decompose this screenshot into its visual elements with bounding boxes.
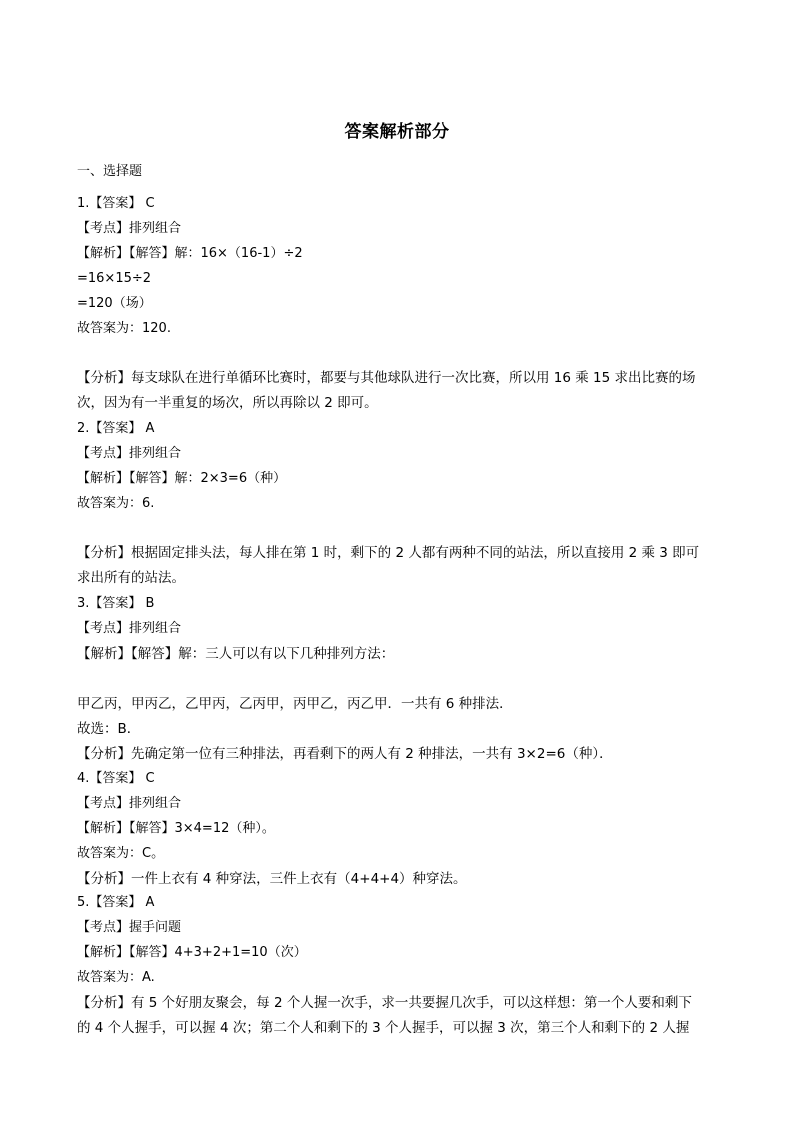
q5-analysis-cont: 的 4 个人握手，可以握 4 次；第二个人和剩下的 3 个人握手，可以握 3 次，第三个人和剩下的 2 人握 [77, 1020, 690, 1036]
q3-listing: 甲乙丙，甲丙乙，乙甲丙，乙丙甲，丙甲乙，丙乙甲．一共有 6 种排法． [77, 696, 513, 712]
q4-solution: 【解析】【解答】3×4=12（种）。 [77, 821, 275, 836]
q5-conclusion: 故答案为：A. [77, 970, 155, 985]
q4-conclusion: 故答案为：C。 [77, 846, 165, 861]
q1-topic: 【考点】排列组合 [77, 221, 182, 236]
q3-solution: 【解析】【解答】解：三人可以有以下几种排列方法： [77, 646, 395, 662]
q3-answer: 3.【答案】 B [77, 596, 155, 611]
q2-conclusion: 故答案为：6. [77, 496, 155, 511]
q1-conclusion: 故答案为：120. [77, 321, 171, 336]
q5-solution: 【解析】【解答】4+3+2+1=10（次） [77, 945, 307, 960]
q4-topic: 【考点】排列组合 [77, 796, 182, 811]
q3-conclusion: 故选：B． [77, 721, 141, 737]
q1-analysis: 【分析】每支球队在进行单循环比赛时，都要与其他球队进行一次比赛，所以用 16 乘 15 求出比赛的场 [77, 370, 696, 386]
q4-analysis: 【分析】一件上衣有 4 种穿法，三件上衣有（4+4+4）种穿法。 [77, 871, 467, 887]
q4-answer: 4.【答案】 C [77, 771, 155, 786]
q2-answer: 2.【答案】 A [77, 421, 155, 436]
q1-analysis-cont: 次，因为有一半重复的场次，所以再除以 2 即可。 [77, 395, 378, 411]
q1-step: =16×15÷2 [77, 271, 152, 286]
section-heading: 一、选择题 [77, 164, 143, 179]
page-title: 答案解析部分 [344, 122, 450, 142]
q5-analysis: 【分析】有 5 个好朋友聚会，每 2 个人握一次手，求一共要握几次手，可以这样想：第一个人要和剩下 [77, 995, 692, 1011]
q1-step: =120（场） [77, 296, 152, 311]
q5-topic: 【考点】握手问题 [77, 920, 182, 935]
q2-analysis: 【分析】根据固定排头法，每人排在第 1 时，剩下的 2 人都有两种不同的站法，所以直接用 2 乘 3 即可 [77, 545, 700, 561]
q2-topic: 【考点】排列组合 [77, 446, 182, 461]
q5-answer: 5.【答案】 A [77, 895, 155, 910]
q3-analysis: 【分析】先确定第一位有三种排法，再看剩下的两人有 2 种排法，一共有 3×2=6（种）． [77, 746, 613, 762]
q2-solution: 【解析】【解答】解：2×3=6（种） [77, 471, 287, 486]
q2-analysis-cont: 求出所有的站法。 [77, 570, 185, 586]
q1-solution: 【解析】【解答】解：16×（16-1）÷2 [77, 246, 303, 261]
q1-answer: 1.【答案】 C [77, 196, 155, 211]
q3-topic: 【考点】排列组合 [77, 621, 182, 636]
